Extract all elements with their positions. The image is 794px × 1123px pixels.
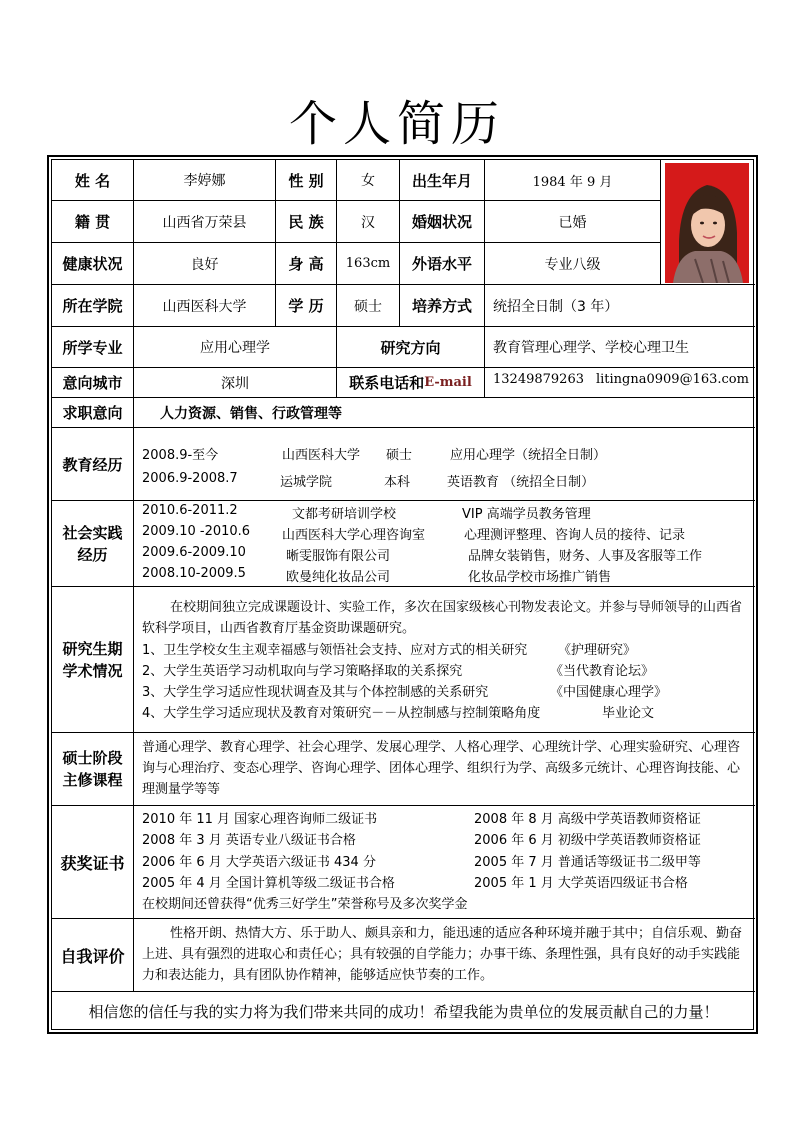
courses-label-line2: 主修课程 bbox=[62, 771, 123, 789]
degree-value: 硕士 bbox=[337, 285, 400, 327]
phone-value: 13249879263 bbox=[493, 372, 584, 387]
award-item: 2008 年 8 月 高级中学英语教师资格证 bbox=[474, 812, 701, 827]
email-value: litingna0909@163.com bbox=[595, 372, 749, 387]
gender-label: 性 别 bbox=[276, 160, 337, 201]
native-value: 山西省万荣县 bbox=[134, 201, 276, 243]
school-value: 山西医科大学 bbox=[134, 285, 276, 327]
intent-label: 求职意向 bbox=[52, 398, 134, 428]
health-value: 良好 bbox=[134, 243, 276, 285]
contact-email-label: E-mail bbox=[424, 375, 472, 390]
practice-label bbox=[52, 501, 134, 587]
language-label: 外语水平 bbox=[400, 243, 485, 285]
self-evaluation-content bbox=[134, 919, 755, 992]
academic-content bbox=[134, 587, 755, 733]
award-item: 2006 年 6 月 大学英语六级证书 434 分 bbox=[142, 855, 376, 870]
birth-value: 1984 年 9 月 bbox=[485, 160, 661, 201]
major-label: 所学专业 bbox=[52, 327, 134, 368]
education-degree: 硕士 bbox=[386, 448, 413, 463]
education-school: 运城学院 bbox=[280, 475, 333, 490]
education-period: 2008.9-至今 bbox=[142, 448, 219, 463]
courses-label bbox=[52, 733, 134, 806]
education-content bbox=[134, 428, 755, 501]
awards-label: 获奖证书 bbox=[52, 806, 134, 919]
education-period: 2006.9-2008.7 bbox=[142, 471, 238, 486]
ethnic-label: 民 族 bbox=[276, 201, 337, 243]
profile-photo bbox=[665, 163, 749, 283]
practice-org: 山西医科大学心理咨询室 bbox=[282, 528, 426, 543]
paper-journal: 毕业论文 bbox=[602, 706, 655, 721]
courses-label-line1: 硕士阶段 bbox=[62, 749, 123, 767]
birth-label: 出生年月 bbox=[400, 160, 485, 201]
health-label: 健康状况 bbox=[52, 243, 134, 285]
education-major: 英语教育 （统招全日制） bbox=[447, 475, 595, 490]
practice-duty: 品牌女装销售，财务、人事及客服等工作 bbox=[468, 549, 703, 564]
city-value: 深圳 bbox=[134, 368, 337, 398]
practice-duty: 化妆品学校市场推广销售 bbox=[468, 570, 612, 585]
intent-value: 人力资源、销售、行政管理等 bbox=[134, 398, 755, 428]
portrait-icon bbox=[665, 163, 749, 283]
practice-content bbox=[134, 501, 755, 587]
academic-label bbox=[52, 587, 134, 733]
self-evaluation-text: 性格开朗、热情大方、乐于助人、颇具亲和力，能迅速的适应各种环境并融于其中；自信乐观、勤奋上进、具有强烈的进取心和责任心；具有较强的自学能力；办事干练、条理性强，具有良好的动手实践能力和表达能力，具有团队协作精神，能够适应快节奏的工作。 bbox=[142, 926, 743, 983]
contact-label bbox=[337, 368, 485, 398]
paper-journal: 《中国健康心理学》 bbox=[550, 685, 668, 700]
research-value: 教育管理心理学、学校心理卫生 bbox=[485, 327, 755, 368]
courses-text: 普通心理学、教育心理学、社会心理学、发展心理学、人格心理学、心理统计学、心理实验研究、心理咨询与心理治疗、变态心理学、咨询心理学、团体心理学、组织行为学、高级多元统计、心理咨询技能、心理测量学等等 bbox=[142, 740, 741, 797]
paper-title: 2、大学生英语学习动机取向与学习策略择取的关系探究 bbox=[142, 664, 463, 679]
award-item: 2008 年 3 月 英语专业八级证书合格 bbox=[142, 833, 356, 848]
award-item: 2005 年 4 月 全国计算机等级二级证书合格 bbox=[142, 876, 395, 891]
height-label: 身 高 bbox=[276, 243, 337, 285]
academic-label-line1: 研究生期 bbox=[62, 639, 123, 658]
height-value: 163cm bbox=[337, 243, 400, 285]
degree-label: 学 历 bbox=[276, 285, 337, 327]
practice-duty: 心理测评整理、咨询人员的接待、记录 bbox=[464, 528, 686, 543]
contact-label-text: 联系电话和 bbox=[349, 374, 425, 392]
city-label: 意向城市 bbox=[52, 368, 134, 398]
paper-journal: 《当代教育论坛》 bbox=[550, 664, 655, 679]
practice-org: 欧曼纯化妆品公司 bbox=[286, 570, 391, 585]
contact-value bbox=[485, 368, 755, 398]
marital-value: 已婚 bbox=[485, 201, 661, 243]
award-item: 2010 年 11 月 国家心理咨询师二级证书 bbox=[142, 812, 378, 827]
closing-statement: 相信您的信任与我的实力将为我们带来共同的成功！希望我能为贵单位的发展贡献自己的力量！ bbox=[88, 1003, 719, 1021]
native-label: 籍 贯 bbox=[52, 201, 134, 243]
name-value: 李婷娜 bbox=[134, 160, 276, 201]
gender-value: 女 bbox=[337, 160, 400, 201]
ethnic-value: 汉 bbox=[337, 201, 400, 243]
award-item: 2005 年 7 月 普通话等级证书二级甲等 bbox=[474, 855, 701, 870]
courses-content bbox=[134, 733, 755, 806]
resume-table bbox=[47, 155, 758, 1034]
practice-org: 文都考研培训学校 bbox=[292, 507, 397, 522]
paper-title: 1、卫生学校女生主观幸福感与领悟社会支持、应对方式的相关研究 bbox=[142, 643, 528, 658]
research-label: 研究方向 bbox=[337, 327, 485, 368]
page-title: 个人简历 bbox=[288, 96, 505, 152]
major-value: 应用心理学 bbox=[134, 327, 337, 368]
resume-table-inner bbox=[51, 159, 754, 1030]
self-evaluation-label: 自我评价 bbox=[52, 919, 134, 992]
paper-title: 4、大学生学习适应现状及教育对策研究－－从控制感与控制策略角度 bbox=[142, 706, 541, 721]
study-mode-label: 培养方式 bbox=[400, 285, 485, 327]
education-label: 教育经历 bbox=[52, 428, 134, 501]
awards-content bbox=[134, 806, 755, 919]
practice-period: 2008.10-2009.5 bbox=[142, 566, 246, 581]
education-degree: 本科 bbox=[384, 475, 411, 490]
paper-journal: 《护理研究》 bbox=[558, 643, 637, 658]
award-item: 2006 年 6 月 初级中学英语教师资格证 bbox=[474, 833, 701, 848]
name-label: 姓 名 bbox=[52, 160, 134, 201]
study-mode-value: 统招全日制（3 年） bbox=[485, 285, 755, 327]
academic-intro: 在校期间独立完成课题设计、实验工作，多次在国家级核心刊物发表论文。并参与导师领导的山西省软科学项目，山西省教育厅基金资助课题研究。 bbox=[142, 600, 743, 636]
education-major: 应用心理学（统招全日制） bbox=[450, 448, 607, 463]
practice-label-line2: 经历 bbox=[77, 545, 108, 564]
school-label: 所在学院 bbox=[52, 285, 134, 327]
paper-title: 3、大学生学习适应性现状调查及其与个体控制感的关系研究 bbox=[142, 685, 489, 700]
practice-period: 2009.6-2009.10 bbox=[142, 545, 246, 560]
education-school: 山西医科大学 bbox=[282, 448, 361, 463]
practice-duty: VIP 高端学员教务管理 bbox=[462, 507, 591, 522]
marital-label: 婚姻状况 bbox=[400, 201, 485, 243]
academic-label-line2: 学术情况 bbox=[62, 661, 123, 680]
award-item: 2005 年 1 月 大学英语四级证书合格 bbox=[474, 876, 688, 891]
practice-period: 2009.10 -2010.6 bbox=[142, 524, 251, 539]
practice-period: 2010.6-2011.2 bbox=[142, 503, 238, 518]
practice-label-line1: 社会实践 bbox=[62, 523, 123, 542]
award-extra: 在校期间还曾获得“优秀三好学生”荣誉称号及多次奖学金 bbox=[142, 897, 468, 912]
language-value: 专业八级 bbox=[485, 243, 661, 285]
practice-org: 晰雯服饰有限公司 bbox=[286, 549, 391, 564]
